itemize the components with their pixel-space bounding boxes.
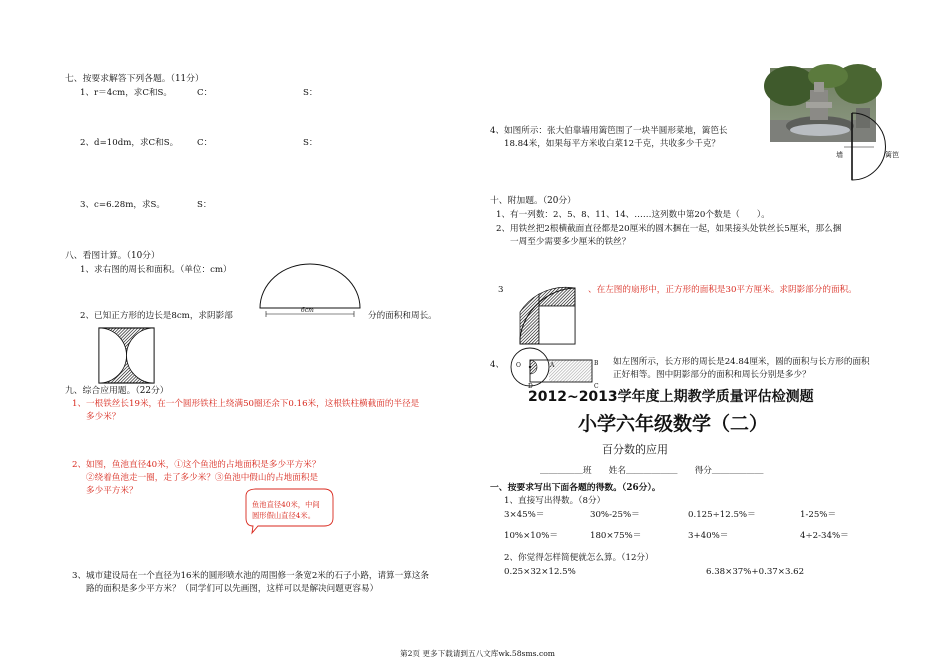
part1-heading: 一、按要求写出下面各题的得数。（26分）。 xyxy=(490,483,661,493)
sec7-q2: 2、d=10dm，求C和S。 xyxy=(80,138,179,148)
sec9-heading: 九、综合应用题。（22分） xyxy=(65,386,169,396)
sec10-q1: 1、有一列数：2、5、8、11、14、……这列数中第20个数是（ ）。 xyxy=(496,210,770,220)
calc-cell: 180×75%＝ xyxy=(590,531,642,541)
label-o: O xyxy=(516,362,521,369)
sec9-q3-line1: 3、城市建设局在一个直径为16米的圆形喷水池的周围修一条宽2米的石子小路，请算一算这条 xyxy=(72,571,430,581)
sec10-q2-line2: 一周至少需要多少厘米的铁丝？ xyxy=(510,237,631,247)
semicircle-label: 6cm xyxy=(301,307,314,314)
right-q4-line1: 4、如图所示：张大伯靠墙用篱笆围了一块半圆形菜地，篱笆长 xyxy=(490,126,728,136)
right-q4-line2: 18.84米，如果每平方米收白菜12千克，共收多少千克？ xyxy=(504,139,721,149)
callout-bubble xyxy=(238,486,338,534)
sec10-q3-num: 3 xyxy=(498,285,504,295)
sec7-q1-c: C： xyxy=(197,88,213,98)
label-d: D xyxy=(528,383,533,390)
calc-cell: 30%-25%＝ xyxy=(590,510,640,520)
page-footer: 第2页 更多下载请到五八文库wk.58sms.com xyxy=(400,649,555,658)
sec10-q4-line1: 如左图所示，长方形的周长是24.84厘米，圆的面积与长方形的面积 xyxy=(613,357,870,367)
sec7-q3-s: S： xyxy=(197,200,212,210)
sec8-heading: 八、看图计算。（10分） xyxy=(65,251,160,261)
sec10-q3-text: 、在左图的扇形中，正方形的面积是30平方厘米。求阴影部分的面积。 xyxy=(588,285,857,295)
sec10-q4-num: 4、 xyxy=(490,360,505,370)
sec7-q3: 3、c=6.28m，求S。 xyxy=(80,200,166,210)
label-b: B xyxy=(594,360,599,367)
wall-label: 墙 xyxy=(836,151,843,159)
exam-main-title: 小学六年级数学（二） xyxy=(578,413,769,435)
sec10-q4-line2: 正好相等。图中阴影部分的面积和周长分别是多少？ xyxy=(613,370,811,380)
callout-line2: 圆形假山直径4米。 xyxy=(252,511,316,520)
sec7-q1-s: S： xyxy=(303,88,318,98)
sec9-q1-line2: 多少米？ xyxy=(86,412,121,422)
calc-cell: 3+40%＝ xyxy=(688,531,729,541)
part1-q1-heading: 1、直接写出得数。（8分） xyxy=(504,496,606,506)
fence-figure xyxy=(840,108,880,188)
sec8-q2-a: 2、已知正方形的边长是8cm，求阴影部 xyxy=(80,311,233,321)
sec7-q2-s: S： xyxy=(303,138,318,148)
sec9-q2-line1: 2、如图，鱼池直径40米，①这个鱼池的占地面积是多少平方米？ xyxy=(72,460,321,470)
callout-line1: 鱼池直径40米，中间 xyxy=(252,500,320,509)
calc-cell: 1-25%＝ xyxy=(800,510,837,520)
sec9-q3-line2: 路的面积是多少平方米？（同学们可以先画图，这样可以是解决问题更容易） xyxy=(86,584,379,594)
part1-q2-heading: 2、你觉得怎样简便就怎么算。（12分） xyxy=(504,553,654,563)
sec9-q2-line3: 多少平方米？ xyxy=(86,486,138,496)
sec7-q2-c: C： xyxy=(197,138,213,148)
square-shaded-figure xyxy=(98,327,158,385)
label-c: C xyxy=(594,383,599,390)
sec8-q1: 1、求右图的周长和面积。（单位：cm） xyxy=(80,265,232,275)
exam-year-title: 2012~2013学年度上期教学质量评估检测题 xyxy=(528,389,814,405)
exam-subtitle: 百分数的应用 xyxy=(602,443,668,456)
student-info-line: ＿＿＿＿＿班 姓名＿＿＿＿＿＿ 得分＿＿＿＿＿＿ xyxy=(540,466,764,476)
calc-cell: 3×45%＝ xyxy=(504,510,545,520)
sector-figure xyxy=(515,282,585,350)
sec7-q1: 1、r＝4cm，求C和S。 xyxy=(80,88,173,98)
sec8-q2-b: 分的面积和周长。 xyxy=(368,311,437,321)
calc-cell: 4÷2-34%＝ xyxy=(800,531,849,541)
sec9-q2-line2: ②绕着鱼池走一圈，走了多少米？③鱼池中假山的占地面积是 xyxy=(86,473,319,483)
calc-cell: 10%×10%＝ xyxy=(504,531,558,541)
calc-cell: 0.125÷12.5%＝ xyxy=(688,510,756,520)
sec10-heading: 十、附加题。（20分） xyxy=(490,196,576,206)
sec9-q1-line1: 1、一根铁丝长19米，在一个圆形铁柱上绕满50圈还余下0.16米，这根铁柱横截面的半径是 xyxy=(72,399,420,409)
simplify-calc-2: 6.38×37%+0.37×3.62 xyxy=(706,567,805,577)
label-a: A xyxy=(550,362,555,369)
fence-label: 篱笆 xyxy=(885,151,899,159)
sec10-q2-line1: 2、用铁丝把2根横截面直径都是20厘米的圆木捆在一起，如果接头处铁丝长5厘米，那么捆 xyxy=(496,224,842,234)
sec7-heading: 七、按要求解答下列各题。（11分） xyxy=(65,74,204,84)
simplify-calc-1: 0.25×32×12.5% xyxy=(504,567,576,577)
